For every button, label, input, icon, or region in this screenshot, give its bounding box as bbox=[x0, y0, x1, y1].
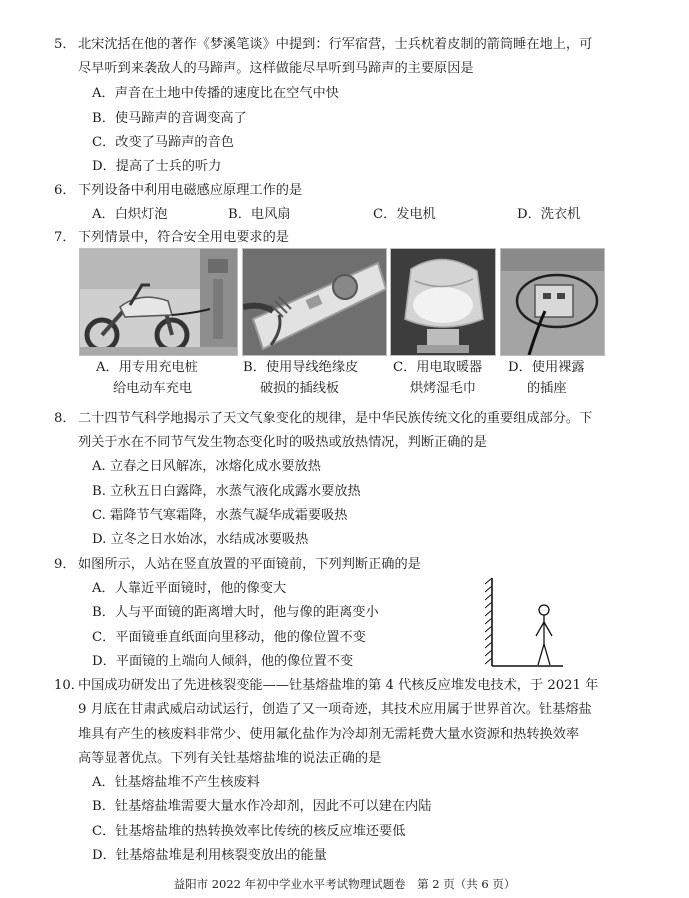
q7-option-b-line1: B．使用导线绝缘皮 bbox=[243, 360, 359, 375]
q7-option-b-line2: 破损的插线板 bbox=[260, 381, 340, 396]
q7-option-a-line1: A．用专用充电桩 bbox=[96, 360, 198, 375]
photo-exposed-socket bbox=[500, 248, 605, 356]
q8-stem-line2: 列关于水在不同节气发生物态变化时的吸热或放热情况，判断正确的是 bbox=[78, 435, 487, 450]
q7-option-d-line2: 的插座 bbox=[527, 381, 567, 396]
q8-number: 8． bbox=[54, 411, 76, 426]
plane-mirror bbox=[485, 578, 492, 666]
q5-stem-line1: 北宋沈括在他的著作《梦溪笔谈》中提到：行军宿营，士兵枕着皮制的箭筒睡在地上，可 bbox=[78, 37, 593, 52]
q10-option-c: C．钍基熔盐堆的热转换效率比传统的核反应堆还要低 bbox=[92, 824, 406, 839]
q10-stem-line4: 高等显著优点。下列有关钍基熔盐堆的说法正确的是 bbox=[78, 751, 382, 766]
q10-stem-line1: 中国成功研发出了先进核裂变能——钍基熔盐堆的第 4 代核反应堆发电技术，于 2021 年 bbox=[78, 678, 599, 693]
q6-number: 6． bbox=[54, 183, 76, 198]
q8-option-d: D. 立冬之日水始冰，水结成冰要吸热 bbox=[92, 532, 309, 547]
mirror-person-figure bbox=[465, 574, 565, 674]
q7-number: 7． bbox=[54, 230, 76, 245]
ebike-charging-illustration bbox=[80, 249, 237, 355]
q9-stem: 如图所示，人站在竖直放置的平面镜前，下列判断正确的是 bbox=[78, 557, 421, 572]
q6-stem: 下列设备中利用电磁感应原理工作的是 bbox=[78, 183, 303, 198]
page-footer: 益阳市 2022 年初中学业水平考试物理试题卷 第 2 页（共 6 页） bbox=[173, 877, 516, 891]
q8-option-a: A. 立春之日风解冻，冰熔化成水要放热 bbox=[92, 459, 321, 474]
q5-option-b: B．使马蹄声的音调变高了 bbox=[92, 111, 247, 126]
q10-number: 10． bbox=[54, 678, 84, 693]
q5-number: 5． bbox=[54, 37, 76, 52]
q10-option-b: B．钍基熔盐堆需要大量水作冷却剂，因此不可以建在内陆 bbox=[92, 799, 432, 814]
q7-option-c-line2: 烘烤湿毛巾 bbox=[410, 381, 476, 396]
q7-option-d-line1: D．使用裸露 bbox=[508, 360, 585, 375]
heater-towel-illustration bbox=[391, 249, 495, 355]
q5-option-d: D．提高了士兵的听力 bbox=[92, 159, 222, 174]
stick-person bbox=[536, 605, 552, 665]
q9-option-a: A．人靠近平面镜时，他的像变大 bbox=[92, 581, 287, 596]
exposed-socket-illustration bbox=[501, 249, 604, 355]
photo-damaged-power-strip bbox=[242, 248, 387, 356]
q6-option-d: D．洗衣机 bbox=[517, 207, 581, 222]
q10-option-a: A．钍基熔盐堆不产生核废料 bbox=[92, 775, 260, 790]
q6-option-b: B．电风扇 bbox=[228, 207, 291, 222]
q6-option-c: C．发电机 bbox=[373, 207, 436, 222]
q10-stem-line3: 堆具有产生的核废料非常少、使用氟化盐作为冷却剂无需耗费大量水资源和热转换效率 bbox=[78, 727, 580, 742]
q5-option-c: C．改变了马蹄声的音色 bbox=[92, 135, 234, 150]
q5-stem-line2: 尽早听到来袭敌人的马蹄声。这样做能尽早听到马蹄声的主要原因是 bbox=[78, 61, 474, 76]
q8-option-b: B. 立秋五日白露降，水蒸气液化成露水要放热 bbox=[92, 484, 361, 499]
power-strip-illustration bbox=[243, 249, 386, 355]
q7-option-a-line2: 给电动车充电 bbox=[113, 381, 193, 396]
q9-option-d: D．平面镜的上端向人倾斜，他的像位置不变 bbox=[92, 654, 354, 669]
photo-ebike-charging bbox=[79, 248, 238, 356]
q5-option-a: A．声音在土地中传播的速度比在空气中快 bbox=[92, 86, 339, 101]
q9-number: 9． bbox=[54, 557, 76, 572]
q7-stem: 下列情景中，符合安全用电要求的是 bbox=[78, 230, 289, 245]
q8-option-c: C. 霜降节气寒霜降，水蒸气凝华成霜要吸热 bbox=[92, 508, 348, 523]
q6-option-a: A．白炽灯泡 bbox=[92, 207, 168, 222]
photo-heater-towel bbox=[390, 248, 496, 356]
q10-option-d: D．钍基熔盐堆是利用核裂变放出的能量 bbox=[92, 848, 327, 863]
q8-stem-line1: 二十四节气科学地揭示了天文气象变化的规律，是中华民族传统文化的重要组成部分。下 bbox=[78, 411, 593, 426]
q10-stem-line2: 9 月底在甘肃武威启动试运行，创造了又一项奇迹，其技术应用属于世界首次。钍基熔盐 bbox=[78, 702, 592, 717]
q9-option-b: B．人与平面镜的距离增大时，他与像的距离变小 bbox=[92, 605, 379, 620]
q9-option-c: C．平面镜垂直纸面向里移动，他的像位置不变 bbox=[92, 630, 366, 645]
q7-option-c-line1: C．用电取暖器 bbox=[393, 360, 483, 375]
